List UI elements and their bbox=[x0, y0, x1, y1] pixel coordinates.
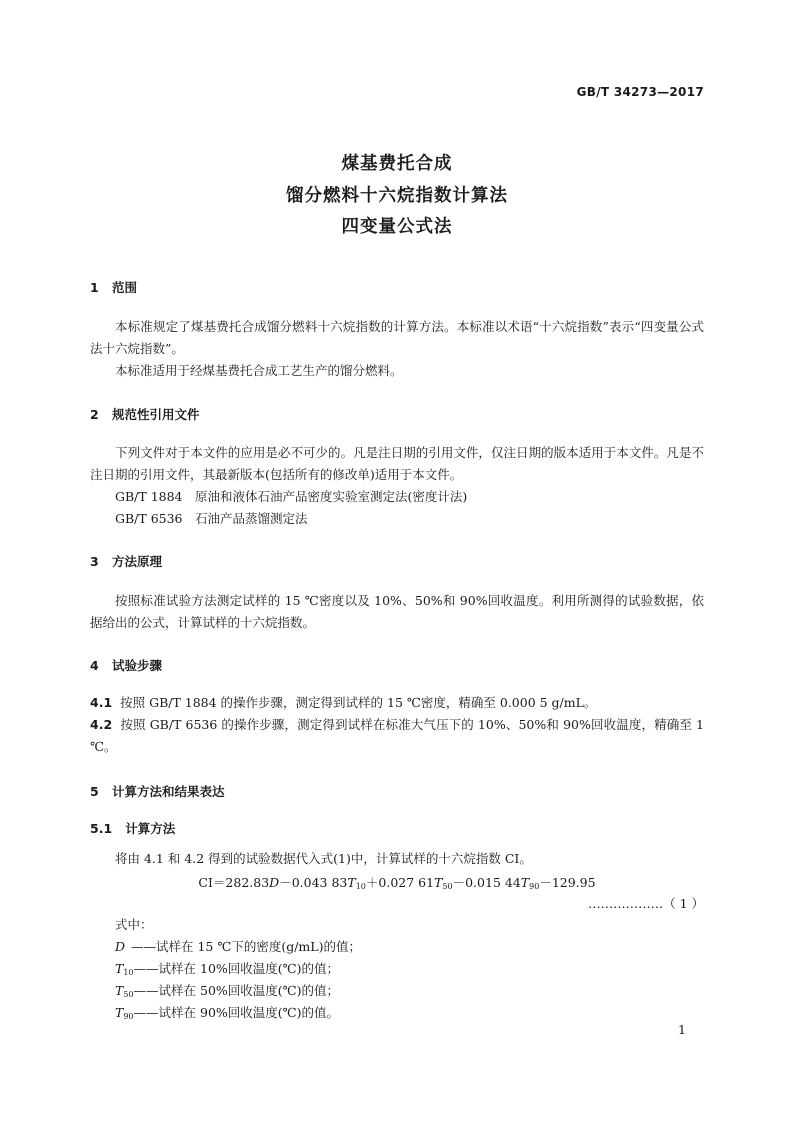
section-5-1-paragraph: 将由 4.1 和 4.2 得到的试验数据代入式(1)中，计算试样的十六烷指数 CI。 bbox=[115, 851, 532, 866]
where-label: 式中： bbox=[115, 917, 153, 932]
section-title: 方法原理 bbox=[112, 554, 163, 569]
subsection-title: 计算方法 bbox=[125, 821, 176, 836]
formula-var: T bbox=[434, 875, 443, 890]
section-number: 1 bbox=[90, 280, 99, 295]
section-number: 5 bbox=[90, 784, 99, 799]
equation-number: ………………（ 1 ） bbox=[588, 896, 704, 911]
section-1-heading bbox=[90, 278, 137, 296]
title-line-1: 煤基费托合成 bbox=[341, 154, 453, 174]
subsection-number: 5.1 bbox=[90, 821, 113, 836]
section-title: 计算方法和结果表达 bbox=[112, 784, 225, 799]
variable-symbol: D bbox=[115, 939, 126, 954]
step-4-1 bbox=[90, 692, 704, 714]
section-title: 范围 bbox=[112, 280, 138, 295]
step-text: 按照 GB/T 6536 的操作步骤，测定得到试样在标准大气压下的 10%、50%和 90%回收温度，精确至 1 ℃。 bbox=[90, 717, 704, 754]
formula-term: －0.015 44 bbox=[452, 875, 521, 890]
formula-ci bbox=[0, 873, 794, 891]
reference-gbt-1884: GB/T 1884 原油和液体石油产品密度实验室测定法(密度计法) bbox=[115, 489, 468, 504]
page-number: 1 bbox=[678, 1022, 686, 1037]
section-5-heading bbox=[90, 782, 225, 800]
section-title: 规范性引用文件 bbox=[112, 407, 200, 422]
variable-sub: 90 bbox=[123, 1012, 134, 1021]
section-number: 3 bbox=[90, 554, 99, 569]
section-4-heading bbox=[90, 656, 162, 674]
step-number: 4.2 bbox=[90, 717, 113, 732]
section-1-paragraph-2: 本标准适用于经煤基费托合成工艺生产的馏分燃料。 bbox=[115, 363, 403, 378]
formula-term: ＋0.027 61 bbox=[365, 875, 435, 890]
formula-var: T bbox=[520, 875, 530, 890]
variable-dash: —— bbox=[133, 983, 159, 998]
variable-description: 试样在 50%回收温度(℃)的值； bbox=[158, 983, 340, 998]
subsection-5-1-heading bbox=[90, 819, 175, 837]
section-number: 2 bbox=[90, 407, 99, 422]
variable-dash: —— bbox=[133, 961, 159, 976]
section-title: 试验步骤 bbox=[112, 658, 163, 673]
formula-var: D bbox=[269, 875, 280, 890]
variable-dash: —— bbox=[131, 939, 156, 954]
variable-definition bbox=[90, 1002, 729, 1028]
variable-symbol: T bbox=[115, 961, 124, 976]
title-line-2: 馏分燃料十六烷指数计算法 bbox=[286, 186, 508, 206]
step-4-2 bbox=[90, 714, 704, 758]
variable-dash: —— bbox=[133, 1005, 159, 1020]
variable-symbol: T bbox=[115, 983, 124, 998]
variable-sub: 10 bbox=[123, 968, 134, 977]
standard-code: GB/T 34273—2017 bbox=[576, 85, 704, 99]
title-line-3: 四变量公式法 bbox=[341, 217, 453, 237]
section-3-paragraph-1: 按照标准试验方法测定试样的 15 ℃密度以及 10%、50%和 90%回收温度。利用所测得的试验数据，依据给出的公式，计算试样的十六烷指数。 bbox=[90, 593, 704, 630]
section-1-paragraph-1: 本标准规定了煤基费托合成馏分燃料十六烷指数的计算方法。本标准以术语“十六烷指数”表示“四变量公式法十六烷指数”。 bbox=[90, 319, 704, 356]
reference-gbt-6536: GB/T 6536 石油产品蒸馏测定法 bbox=[115, 511, 308, 526]
formula-sub: 10 bbox=[355, 882, 366, 891]
formula-var: T bbox=[347, 875, 356, 890]
variable-description: 试样在 90%回收温度(℃)的值。 bbox=[158, 1005, 340, 1020]
formula-term: －0.043 83 bbox=[279, 875, 348, 890]
section-3-heading bbox=[90, 552, 162, 570]
section-2-paragraph-1: 下列文件对于本文件的应用是必不可少的。凡是注日期的引用文件，仅注日期的版本适用于本文件。凡是不注日期的引用文件，其最新版本(包括所有的修改单)适用于本文件。 bbox=[90, 445, 704, 482]
formula-sub: 50 bbox=[442, 882, 453, 891]
formula-term: －129.95 bbox=[539, 875, 596, 890]
variable-description: 试样在 15 ℃下的密度(g/mL)的值； bbox=[156, 939, 361, 954]
variable-sub: 50 bbox=[123, 990, 134, 999]
section-number: 4 bbox=[90, 658, 99, 673]
variable-symbol: T bbox=[115, 1005, 124, 1020]
variable-description: 试样在 10%回收温度(℃)的值； bbox=[158, 961, 340, 976]
formula-term: CI＝282.83 bbox=[198, 875, 270, 890]
section-2-heading bbox=[90, 405, 200, 423]
formula-sub: 90 bbox=[529, 882, 540, 891]
step-text: 按照 GB/T 1884 的操作步骤，测定得到试样的 15 ℃密度，精确至 0.000 5 g/mL。 bbox=[120, 695, 597, 710]
step-number: 4.1 bbox=[90, 695, 113, 710]
